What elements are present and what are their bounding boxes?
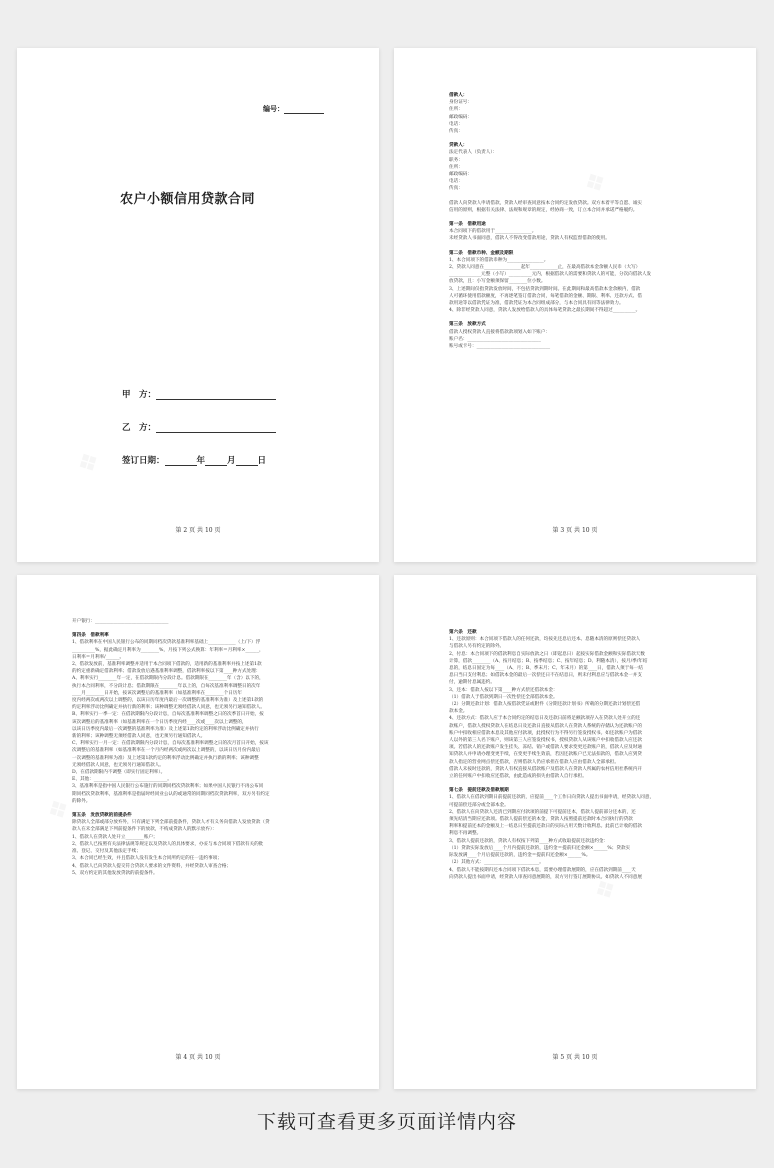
text-line: 款账户，借款人授权贷款人在结息日及还款日直接从借款人在贷款人系统的存储认为还款账户的 [449,723,642,729]
text-line: D、在借款期限内不调整（即实行固定利率）。 [72,770,166,776]
watermark [71,444,107,482]
text-line: 与借款人另有约定的除外。 [449,644,505,650]
text-line: 利息不再调整。 [449,831,482,837]
text-line: （2）分期还款计划：借款人按借款凭证或附件《分期还款计划书》所载的分期还款计划偿还借 [449,702,641,708]
text-line: 账号或卡号：________________________________ [449,344,551,350]
year-blank [165,457,197,466]
text-line: 开户银行：________________________________ [72,619,169,624]
contract-page-5 [394,575,756,1089]
text-line: （1）贷款实际发放后____个月内提前还款的，违约金＝提前归还金额×______%；贷款实 [449,845,631,851]
text-line: 次调整后的基准利率（如基准利率在一个月内经两次或两次以上调整的，以该日历月份内最后 [72,748,261,754]
download-more-caption[interactable]: 下载可查看更多页面详情内容 [256,1111,517,1133]
text-line: 2、贷款人同意在________________起年____________止，在最高借款本金余额人民币（大写） [449,265,641,271]
text-line: 该次调整后的基准利率（如基准利率在一个日历季度内经____次或____次以上调整的， [72,719,247,725]
day-blank [236,457,258,466]
section-heading: 第四条 借款利率 [72,633,109,639]
text-line: 放贷款，且：小写金额须保留________位小数。 [449,279,546,285]
text-line: 知贷款人并申请办理变更手续，在变更手续生效前，若因还款账户已无法扣款的，借款人应到贷 [449,752,642,758]
text-line: 2、付息：本合同项下的借款利息自实际放款之日（即起息日）起按实际借款金额和实际借款天数 [449,651,645,657]
text-line: 4、借款人不能按期归还本合同项下借款本息，需要办理借款展期的，应在借款到期前____天 [449,867,636,873]
text-line: 法定代表人（负责人）： [449,150,498,156]
text-line: 约定利率浮动比例确定并执行新的利率；该种调整无须经借款人同意，也无须另行通知借款人。 [72,705,265,711]
text-line: 传真： [449,129,463,135]
text-line: 1、还款原则：本合同项下借款人的任何还款，均按先还息后还本、息随本清的原则偿还贷款人 [449,637,641,643]
text-line: 执行本合同利率，不分段计息；借款期限在________年以上的，自每次基准利率调整日的次年 [72,683,261,689]
text-line: 1、借款人在贷款人处开立________账户； [72,834,158,840]
text-line: 邮政编码： [449,114,472,120]
text-line: 期同档次贷款利率，基准利率是指届时经同业公认的或通常的同期同档次贷款利率，双方另有约定 [72,791,270,797]
text-line: 信用的原则，根据有关法律、法规和规章的规定，经协商一致，订立本合同并承诺严格履约。 [449,207,638,213]
text-line: 4、借款人已向贷款人提交符合贷款人要求的文件资料，并经贷款人审查合格； [72,863,232,869]
page-5-body [449,629,724,881]
month-blank [205,457,227,466]
paragraph-gap [449,780,724,787]
contract-page-cover [17,48,379,562]
party-a-row [122,388,276,400]
text-line: A、利率实行________年一定，在借款期限内分段计息。借款期限在________年（含）以下的， [72,676,264,682]
text-line: 新的利率；该种调整无须经借款人同意，也无须另行通知借款人。 [72,734,206,740]
contract-number-field [263,104,324,114]
page-number: 第 3 页 共 10 页 [552,527,598,534]
text-line: 1、借款人在借款到期日前提前还款的，应提前____个工作日向贷款人提出书面申请，经贷款人同意， [449,795,655,801]
text-line: B、利率实行一季一定：在借款期限内分段计息，自每次基准利率调整之日的次季首日开始，按 [72,712,264,718]
text-line: 账户中扣收相应借款本息及其他应付款项，此授权行为不得另行签发授权书。如还款账户为借款 [449,730,642,736]
text-line: ____月________日开始，按该次调整后的基准利率（如基准利率在________个日历年 [72,690,242,696]
party-b-blank [156,424,276,433]
text-line: 立的任何账户中扣收应还借款，由此造成的损失由借款人自行承担。 [449,774,587,780]
text-line: 借款人授权贷款人直接将借款款项划入如下账户： [449,329,551,335]
text-line: 5、双方约定的其他发放贷款的前提条件。 [72,870,158,876]
sign-date-label: 签订日期： [122,456,165,466]
text-line: 3、基准利率是指中国人民银行公布施行的同期同档次贷款利率；如果中国人民银行不再公布同 [72,784,264,790]
paragraph-gap [72,625,344,632]
page-number: 第 2 页 共 10 页 [175,527,221,534]
text-line: 的约定重新确定借款利率；借款发放后遇基准利率调整，借款利率按以下第____种方式处理： [72,669,261,675]
page-3-body [449,92,719,350]
text-line: 人可循环使用借款额度，不再逐笔签订借款合同，每笔借款的金额、期限、利率、还款方式、借 [449,293,642,299]
text-line: 借款人未按时还款的，贷款人有权直接从借款账户及借款人在贷款人所属的农村信用社系统内开 [449,766,642,772]
text-line: 人以外的第三人名下账户，则该第三人应签发授权书，授权贷款人从该账户中扣收借款人应还款 [449,738,642,744]
month-label: 月 [227,456,236,466]
text-line: 账户名：________________________________ [449,336,541,342]
day-label: 日 [257,456,267,466]
text-line: 以该日历季度内最后一次调整的基准利率为准）及上述第1款约定的利率浮动比例确定并执行 [72,726,259,732]
section-heading: 第六条 还款 [449,630,477,635]
contract-page-3 [394,48,756,562]
section-heading: 借款人： [449,93,468,98]
contract-title: 农户小额信用贷款合同 [120,192,256,207]
text-line: 借款人向贷款人申请借款，贷款人经审查同意按本合同约定发放贷款。双方本着平等自愿、诚实 [449,200,642,206]
section-heading: 第五条 发放贷款的前提条件 [72,813,132,819]
paragraph-gap [449,193,719,200]
text-line: （2）其他方式：________________________。 [449,860,544,866]
text-line: E、其他：________________________________。 [72,777,172,783]
page-number: 第 5 页 共 10 页 [552,1054,598,1061]
text-line: 除贷款人全部或部分放弃外，只有满足下列全部前提条件，贷款人才有义务向借款人发放贷款（贷 [72,820,270,826]
text-line: 款用途等以借款凭证为准，借款凭证为本合同组成部分，与本合同具有同等法律效力。 [449,301,624,307]
party-a-blank [156,391,276,400]
paragraph-gap [72,805,344,812]
section-heading: 贷款人： [449,143,468,149]
text-line: 项。若借款人的还款账户发生挂失、冻结、销户或借款人要求变更还款账户的，借款人应及时通 [449,745,642,751]
text-line: 款人指定的营业网点偿还借款，否则借款人仍应承担在借款人应由借款人全部承担。 [449,759,619,765]
text-line: 2、借款人在向贷款人还清已到期应付款项的前提下可提前还本，借款人提前部分还本的，还 [449,809,636,815]
text-line: C、利率实行一月一定：在借款期限内分段计息，自每次基准利率调整之日的次月首日开始，按该 [72,741,269,747]
text-line: 息的，结息日固定为每____（A、月；B、季末月；C、年末月）的第____日，借款人须于每一结 [449,666,643,672]
text-line: 电话： [449,179,463,185]
text-line: 须先结清当期应还款项。借款人提前偿还的本金，贷款人按照提前还款时本合同执行的贷款 [449,817,633,823]
text-line: 日利率＝月利率/______。 [72,654,125,660]
text-line: 一次调整的基准利率为准）及上述第1款约定的利率浮动比例确定并执行新的利率；该种调整 [72,755,259,761]
text-line: 际发放满____个月后提前还款的，违约金＝提前归还金额×______%。 [449,853,591,859]
text-line: 的除外。 [72,798,91,804]
section-heading: 第三条 放款方式 [449,322,486,328]
text-line: 3、上述期间仅指贷款发放时间，不包括贷款到期时间。在此期间和最高借款本金余额内，借款 [449,286,641,292]
paragraph-gap [449,243,719,250]
page-4-body [72,618,344,877]
text-line: 款人在未全部满足下列前提条件下的放款，不构成贷款人的默示放弃）： [72,827,217,833]
text-line: 准、登记、交付及其他法定手续； [72,849,141,855]
text-line: ______________元整（小写）__________元内，根据借款人的需要和贷款人的可能，分次向借款人发 [449,272,652,278]
text-line: 2、借款发放前，基准利率调整并适用于本合同项下借款的，适用新的基准利率并按上述第1款 [72,662,262,668]
text-line: 1、借款利率在中国人民银行公布的同期同档次贷款基准利率基础上____________（上/下）浮 [72,640,261,646]
paragraph-gap [449,214,719,221]
text-line: 3、借款人提前还款的，贷款人有权按下列第____种方式收取提前还款违约金： [449,838,609,844]
paragraph-gap [449,135,719,142]
text-line: 住所： [449,164,463,170]
text-line: 利率和提前还本的金额及上一结息日至提前还款日的实际占用天数计收利息。此前已计收的借款 [449,824,642,830]
section-heading: 第一条 借款用途 [449,222,486,228]
section-heading: 第二条 借款币种、金额及期限 [449,250,514,256]
text-line: 电话： [449,121,463,127]
text-line: 本合同项下的借款用于________________。 [449,229,537,235]
text-line: 度内经两次或两次以上调整的，以该日历年度内最后一次调整的基准利率为准）及上述第1款的 [72,698,264,704]
text-line: 1、本合同项下的借款币种为________________。 [449,257,549,263]
party-b-row [122,421,276,433]
text-line: 未经贷款人书面同意，借款人不得改变借款用途，贷款人有权监督借款的使用。 [449,236,610,242]
paragraph-gap [449,314,719,321]
text-line: 3、还本：借款人按以下第____种方式偿还借款本金： [449,687,558,693]
text-line: 无须经借款人同意，也无须另行通知借款人。 [72,762,164,768]
text-line: 款本金。 [449,709,468,715]
text-line: 向贷款人提出书面申请，经贷款人审查同意展期的，双方另行签订展期协议。如贷款人不同意展 [449,874,642,880]
text-line: 4、还款方式：借款人应于本合同约定的结息日及还款日前将足额款项存入在贷款人处开立的还 [449,716,641,722]
section-heading: 第七条 提前还款及借款展期 [449,788,509,794]
sign-date-row [122,454,266,466]
text-line: 付，逾期付息属违约。 [449,680,495,686]
page-number: 第 4 页 共 10 页 [175,1054,221,1061]
text-line: 2、借款人已按照有关法律法规等规定以及贷款人的具体要求，办妥与本合同项下借款有关的批 [72,841,264,847]
contract-page-4 [17,575,379,1089]
text-line: 计算，借款________（A、按月结息；B、按季结息；C、按年结息；D、利随本清），按月/季/年结 [449,658,648,664]
party-b-label: 乙 方： [122,423,157,433]
text-line: 身份证号： [449,100,472,106]
text-line: 住所： [449,107,463,113]
text-line: （1）借款人于借款到期日一次性偿还全部借款本金。 [449,694,558,700]
party-a-label: 甲 方： [122,390,157,400]
text-line: __________%，据此确定月利率为________%，月按下列公式换算：年利率＝月利率×______， [72,647,264,653]
text-line: 传真： [449,186,463,192]
text-line: 息日当日支付利息；如借款本金的最后一次偿还日不在结息日，则未付利息应与借款本金一并支 [449,673,642,679]
text-line: 3、本合同已经生效，并且借款人没有发生本合同所约定的任一违约事项； [72,856,222,862]
text-line: 邮政编码： [449,172,472,178]
text-line: 可提前偿还部分或全部本金。 [449,802,509,808]
contract-number-label: 编号： [263,104,284,113]
text-line: 职务： [449,157,463,163]
text-line: 4、除非经贷款人同意，贷款人发放给借款人的具体每笔贷款之最长期间不得超过__________。 [449,308,641,314]
year-label: 年 [196,456,206,466]
contract-number-blank [284,107,324,114]
